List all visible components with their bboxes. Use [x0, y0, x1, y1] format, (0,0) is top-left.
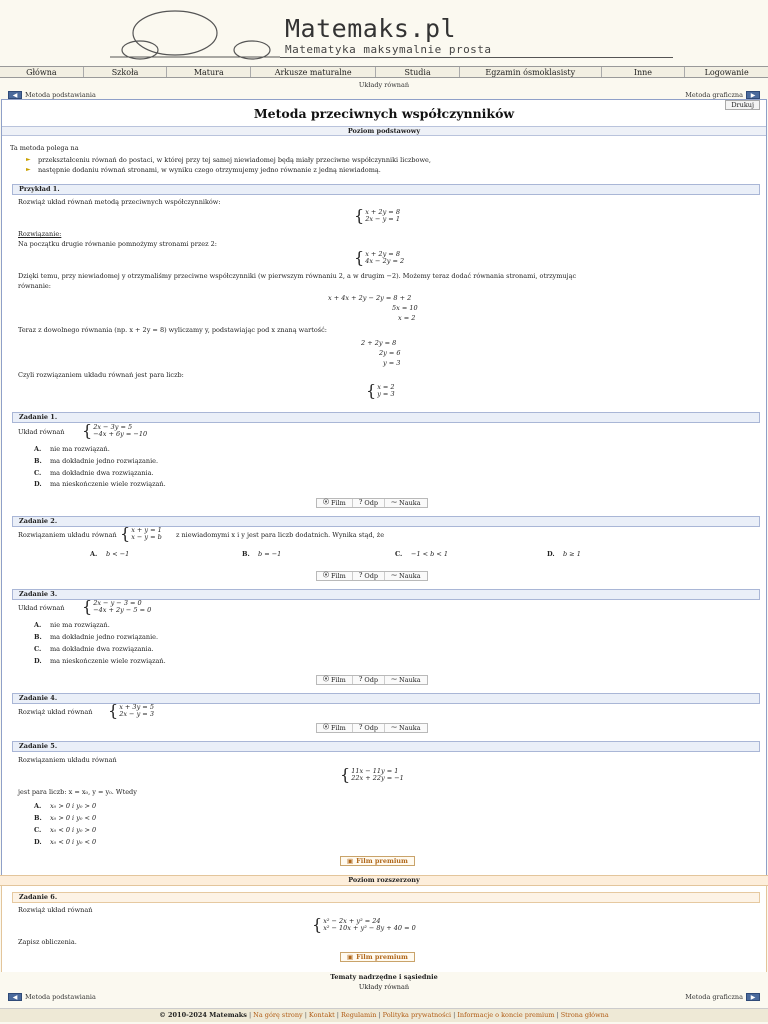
site-header — [0, 0, 768, 66]
nav-studia[interactable]: Studia — [376, 67, 460, 77]
task-6-lead: Rozwiąż układ równań — [18, 906, 93, 914]
task-5-tail: jest para liczb: x = x₀, y = y₀. Wtedy — [18, 788, 137, 796]
film-premium-button[interactable] — [340, 856, 415, 866]
solution-label: Rozwiązanie: — [18, 230, 62, 238]
task-2-option-a[interactable] — [90, 550, 129, 558]
next-topic-label: Metoda graficzna — [685, 91, 743, 99]
equation: −4x + 2y − 5 = 0 — [93, 606, 152, 614]
option-text: ma dokładnie jedno rozwiązanie. — [50, 457, 159, 465]
camera-icon: ▣ — [347, 953, 354, 961]
equation: x² − 2x + y² = 24 — [323, 917, 381, 925]
example-system-2: {x + 2y = 8 4x − 2y = 2 — [354, 248, 405, 267]
option-letter: A. — [34, 621, 42, 629]
option-text: b = −1 — [258, 550, 282, 558]
film-label: Film — [331, 499, 346, 507]
option-letter: A. — [34, 802, 42, 810]
calc-line: 2 + 2y = 8 — [361, 339, 397, 347]
equation: x + 3y = 5 — [119, 703, 154, 711]
nauka-button[interactable] — [385, 676, 427, 684]
task-5-system: {11x − 11y = 1 22x + 22y = −1 — [340, 765, 404, 784]
odp-button[interactable] — [353, 676, 385, 684]
option-text: x₀ < 0 i y₀ > 0 — [50, 826, 97, 834]
task-1-lead: Układ równań — [18, 428, 65, 436]
task-1-option-a[interactable] — [34, 445, 110, 453]
footer-link-terms[interactable]: Regulamin — [340, 1011, 377, 1019]
task-3-system: {2x − y − 3 = 0 −4x + 2y − 5 = 0 — [82, 597, 152, 616]
footer-link-home[interactable]: Strona główna — [560, 1011, 609, 1019]
equation: 2x − y − 3 = 0 — [93, 599, 142, 607]
option-text: x₀ > 0 i y₀ < 0 — [50, 814, 97, 822]
option-text: x₀ > 0 i y₀ > 0 — [50, 802, 97, 810]
task-5-option-c[interactable] — [34, 826, 96, 834]
task-1-option-d[interactable] — [34, 480, 166, 488]
option-letter: C. — [395, 550, 403, 558]
option-text: ma nieskończenie wiele rozwiązań. — [50, 480, 166, 488]
equation: 2x − y = 1 — [365, 215, 400, 223]
odp-label: Odp — [364, 499, 379, 507]
bullet-arrow-icon: ► — [26, 166, 31, 173]
option-text: x₀ < 0 i y₀ < 0 — [50, 838, 97, 846]
footer-link-premium[interactable]: Informacje o koncie premium — [457, 1011, 555, 1019]
nauka-label: Nauka — [399, 572, 421, 580]
film-premium-label: Film premium — [356, 953, 408, 961]
solution-step-4: Czyli rozwiązaniem układu równań jest para liczb: — [18, 371, 184, 379]
task-3-lead: Układ równań — [18, 604, 65, 612]
prev-topic-link[interactable] — [8, 993, 96, 1001]
task-5-lead: Rozwiązaniem układu równań — [18, 756, 117, 764]
equation: 22x + 22y = −1 — [351, 774, 404, 782]
example-system-1: {x + 2y = 8 2x − y = 1 — [354, 206, 400, 225]
calc-line: x = 2 — [398, 314, 416, 322]
nav-szkola[interactable]: Szkoła — [84, 67, 168, 77]
topic-pager-bottom — [0, 992, 768, 1003]
logo-underline — [280, 57, 673, 58]
task-3-option-a[interactable] — [34, 621, 110, 629]
option-letter: B. — [242, 550, 250, 558]
nav-matura[interactable]: Matura — [167, 67, 251, 77]
example-task: Rozwiąż układ równań metodą przeciwnych współczynników: — [18, 198, 221, 206]
task-4-lead: Rozwiąż układ równań — [18, 708, 93, 716]
task-2-lead: Rozwiązaniem układu równań — [18, 531, 117, 539]
odp-button[interactable] — [353, 572, 385, 580]
intro-text: Ta metoda polega na — [10, 144, 79, 152]
film-button[interactable] — [317, 676, 353, 684]
example-header: Przykład 1. — [12, 184, 760, 195]
option-letter: D. — [34, 838, 42, 846]
option-text: b < −1 — [106, 550, 130, 558]
film-icon: ⦿ — [323, 572, 330, 579]
equation: x + y = 1 — [131, 526, 162, 534]
option-text: ma dokładnie dwa rozwiązania. — [50, 469, 154, 477]
nav-glowna[interactable]: Główna — [0, 67, 84, 77]
chart-line-icon: ⁓ — [391, 676, 398, 683]
option-letter: B. — [34, 457, 42, 465]
question-icon: ? — [358, 572, 363, 579]
extended-section — [1, 886, 767, 972]
subtopic-link[interactable]: Układy równań — [358, 81, 410, 89]
solution-step-2: Dzięki temu, przy niewiadomej y otrzymaliśmy przeciwne współczynniki (w pierwszym równaniu 2, a w drugim −2). Możemy teraz dodać równania stronami, otrzymując — [18, 272, 577, 280]
nav-inne[interactable]: Inne — [602, 67, 686, 77]
next-topic-link[interactable] — [685, 993, 760, 1001]
option-letter: A. — [34, 445, 42, 453]
equation: 11x − 11y = 1 — [351, 767, 399, 775]
footer-copyright: © 2010-2024 Matemaks — [159, 1011, 247, 1019]
site-footer: © 2010-2024 Matemaks | Na górę strony | Kontakt | Regulamin | Polityka prywatności | Informacje o koncie premium | Strona główna — [0, 1008, 768, 1022]
option-text: ma nieskończenie wiele rozwiązań. — [50, 657, 166, 665]
odp-label: Odp — [364, 676, 379, 684]
example-result: {x = 2 y = 3 — [366, 381, 395, 400]
nauka-label: Nauka — [399, 676, 421, 684]
footer-link-privacy[interactable]: Polityka prywatności — [382, 1011, 452, 1019]
nauka-label: Nauka — [399, 499, 421, 507]
chart-line-icon: ⁓ — [391, 499, 398, 506]
odp-button[interactable] — [353, 724, 385, 732]
option-letter: D. — [547, 550, 555, 558]
prev-topic-link[interactable] — [8, 91, 96, 99]
task-2-option-d[interactable] — [547, 550, 581, 558]
task-1-option-b[interactable] — [34, 457, 158, 465]
question-icon: ? — [358, 499, 363, 506]
option-letter: C. — [34, 645, 42, 653]
option-text: nie ma rozwiązań. — [50, 621, 110, 629]
question-icon: ? — [358, 724, 363, 731]
film-label: Film — [331, 724, 346, 732]
arrow-right-icon: ▶ — [746, 993, 760, 1001]
option-letter: C. — [34, 826, 42, 834]
nauka-button[interactable] — [385, 572, 427, 580]
option-letter: A. — [90, 550, 98, 558]
film-icon: ⦿ — [323, 724, 330, 731]
task-3-buttons — [316, 675, 428, 685]
calc-line: 5x = 10 — [392, 304, 418, 312]
nauka-button[interactable] — [385, 724, 427, 732]
prev-topic-label: Metoda podstawiania — [25, 993, 96, 1001]
nauka-label: Nauka — [399, 724, 421, 732]
arrow-right-icon: ▶ — [746, 91, 760, 99]
level-basic-header: Poziom podstawowy — [2, 126, 766, 136]
task-6-header: Zadanie 6. — [12, 892, 760, 903]
solution-step-3: Teraz z dowolnego równania (np. x + 2y = 8) wyliczamy y, podstawiając pod x znaną wartość: — [18, 326, 327, 334]
task-5-option-a[interactable] — [34, 802, 96, 810]
solution-step-1: Na początku drugie równanie pomnożymy stronami przez 2: — [18, 240, 217, 248]
film-button[interactable] — [317, 499, 353, 507]
bullet-item: przekształceniu równań do postaci, w której przy tej samej niewiadomej będą miały przeciwne współczynniki liczbowe, — [38, 156, 431, 164]
bullet-item: następnie dodaniu równań stronami, w wyniku czego otrzymujemy jedno równanie z jedną niewiadomą. — [38, 166, 381, 174]
nav-logowanie[interactable]: Logowanie — [704, 68, 749, 77]
task-4-header: Zadanie 4. — [12, 693, 760, 704]
task-6-system: {x² − 2x + y² = 24 x² − 10x + y² − 8y + 40 = 0 — [312, 915, 416, 934]
page-title: Metoda przeciwnych współczynników — [253, 106, 515, 121]
calc-line: x + 4x + 2y − 2y = 8 + 2 — [328, 294, 412, 302]
film-button[interactable] — [317, 572, 353, 580]
task-5-header: Zadanie 5. — [12, 741, 760, 752]
task-4-system: {x + 3y = 5 2x − y = 3 — [108, 701, 154, 720]
footer-link-contact[interactable]: Kontakt — [308, 1011, 335, 1019]
equation: x = 2 — [377, 383, 395, 391]
chart-line-icon: ⁓ — [391, 572, 398, 579]
logo-circles-icon — [110, 6, 280, 62]
article — [1, 99, 767, 877]
option-text: nie ma rozwiązań. — [50, 445, 110, 453]
nav-egzamin[interactable]: Egzamin ósmoklasisty — [460, 67, 602, 77]
equation: x + 2y = 8 — [365, 250, 400, 258]
site-title[interactable]: Matemaks.pl — [285, 14, 457, 43]
equation: x² − 10x + y² − 8y + 40 = 0 — [323, 924, 416, 932]
equation: 4x − 2y = 2 — [365, 257, 405, 265]
task-5-option-d[interactable] — [34, 838, 96, 846]
task-2-tail: z niewiadomymi x i y jest para liczb dodatnich. Wynika stąd, że — [176, 531, 385, 539]
film-label: Film — [331, 572, 346, 580]
prev-topic-label: Metoda podstawiania — [25, 91, 96, 99]
related-topics-title: Tematy nadrzędne i sąsiednie — [330, 973, 438, 981]
task-6-tail: Zapisz obliczenia. — [18, 938, 77, 946]
equation: −4x + 6y = −10 — [93, 430, 148, 438]
task-2-header: Zadanie 2. — [12, 516, 760, 527]
task-5-option-b[interactable] — [34, 814, 96, 822]
task-1-option-c[interactable] — [34, 469, 154, 477]
option-text: ma dokładnie jedno rozwiązanie. — [50, 633, 159, 641]
next-topic-link[interactable] — [685, 91, 760, 99]
task-1-buttons — [316, 498, 428, 508]
film-premium-button[interactable] — [340, 952, 415, 962]
equation: x + 2y = 8 — [365, 208, 400, 216]
task-1-header: Zadanie 1. — [12, 412, 760, 423]
nauka-button[interactable] — [385, 499, 427, 507]
film-icon: ⦿ — [323, 499, 330, 506]
task-2-buttons — [316, 571, 428, 581]
film-button[interactable] — [317, 724, 353, 732]
option-letter: D. — [34, 480, 42, 488]
level-extended-header: Poziom rozszerzony — [0, 875, 768, 886]
calc-line: 2y = 6 — [379, 349, 401, 357]
film-premium-label: Film premium — [356, 857, 408, 865]
equation: 2x − 3y = 5 — [93, 423, 133, 431]
option-letter: B. — [34, 633, 42, 641]
bullet-arrow-icon: ► — [26, 156, 31, 163]
task-2-option-c[interactable] — [395, 550, 448, 558]
footer-link-top[interactable]: Na górę strony — [253, 1011, 303, 1019]
next-topic-label: Metoda graficzna — [685, 993, 743, 1001]
equation: 2x − y = 3 — [119, 710, 154, 718]
site-tagline: Matematyka maksymalnie prosta — [285, 43, 492, 56]
arrow-left-icon: ◀ — [8, 993, 22, 1001]
option-letter: D. — [34, 657, 42, 665]
arrow-left-icon: ◀ — [8, 91, 22, 99]
task-3-option-c[interactable] — [34, 645, 154, 653]
main-nav — [0, 66, 768, 78]
odp-label: Odp — [364, 724, 379, 732]
task-3-option-b[interactable] — [34, 633, 158, 641]
task-1-system: {2x − 3y = 5 −4x + 6y = −10 — [82, 421, 148, 440]
option-text: −1 < b < 1 — [411, 550, 449, 558]
calc-line: y = 3 — [383, 359, 401, 367]
related-topic-link[interactable]: Układy równań — [358, 983, 410, 991]
chart-line-icon: ⁓ — [391, 724, 398, 731]
print-button[interactable]: Drukuj — [725, 100, 760, 110]
camera-icon: ▣ — [347, 857, 354, 865]
task-2-option-b[interactable] — [242, 550, 281, 558]
question-icon: ? — [358, 676, 363, 683]
task-2-system: {x + y = 1 x − y = b — [120, 524, 162, 543]
option-text: b ≥ 1 — [563, 550, 581, 558]
task-3-option-d[interactable] — [34, 657, 166, 665]
odp-label: Odp — [364, 572, 379, 580]
option-text: ma dokładnie dwa rozwiązania. — [50, 645, 154, 653]
option-letter: C. — [34, 469, 42, 477]
odp-button[interactable] — [353, 499, 385, 507]
option-letter: B. — [34, 814, 42, 822]
equation: y = 3 — [377, 390, 395, 398]
task-3-header: Zadanie 3. — [12, 589, 760, 600]
equation: x − y = b — [131, 533, 162, 541]
film-label: Film — [331, 676, 346, 684]
nav-arkusze[interactable]: Arkusze maturalne — [251, 67, 376, 77]
film-icon: ⦿ — [323, 676, 330, 683]
task-4-buttons — [316, 723, 428, 733]
solution-step-2-cont: równanie: — [18, 282, 51, 290]
